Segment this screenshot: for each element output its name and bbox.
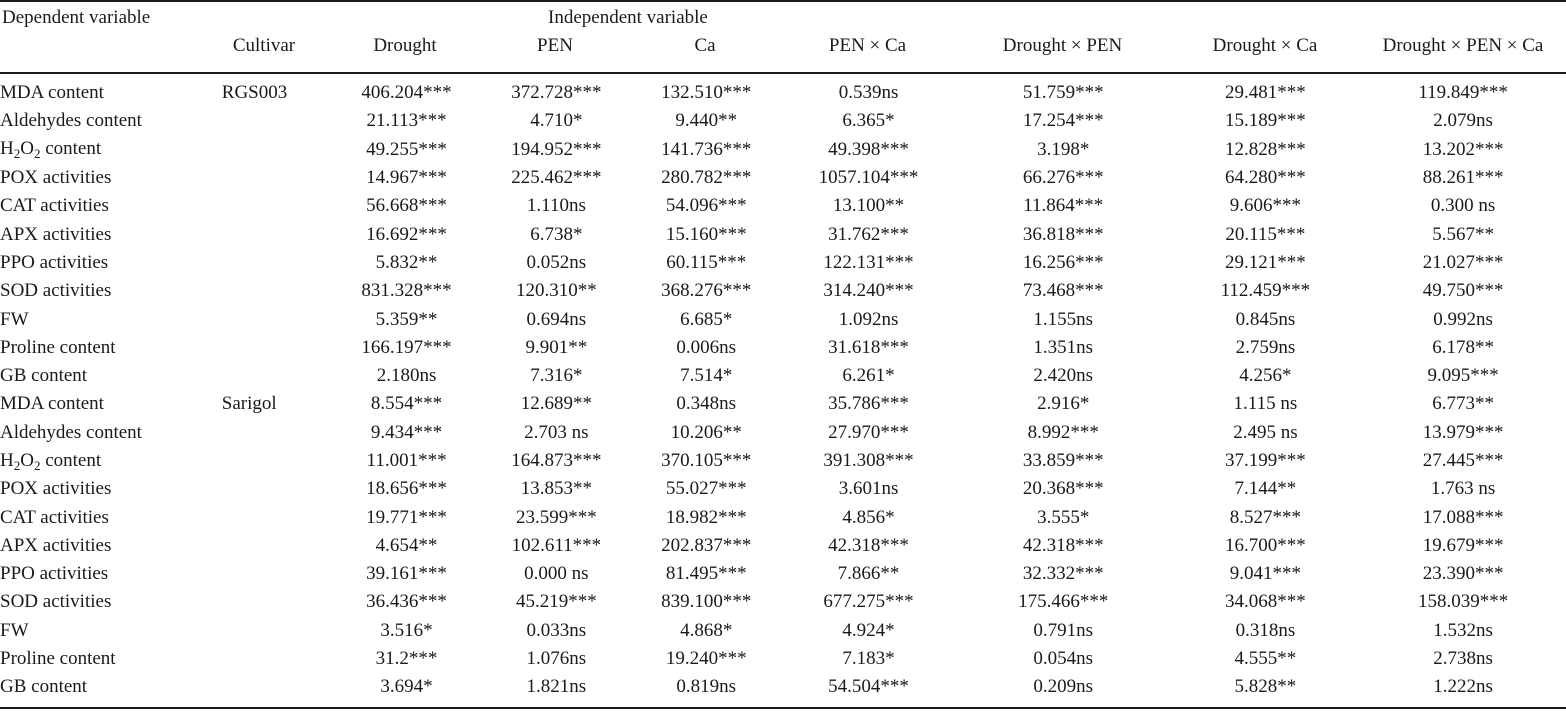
value-cell-drought: 31.2***	[375, 648, 438, 670]
header-pen-x-ca: PEN × Ca	[828, 35, 907, 56]
value-cell-drought-x-pen-x-ca: 13.979***	[1422, 421, 1504, 443]
value-cell-pen-x-ca: 1057.104***	[818, 167, 919, 189]
value-cell-drought: 166.197***	[361, 336, 452, 358]
value-cell-drought-x-pen: 36.818***	[1022, 223, 1104, 245]
value-cell-pen: 0.000 ns	[524, 563, 589, 585]
header-pen: PEN	[537, 35, 573, 56]
value-cell-drought: 3.516*	[380, 619, 433, 641]
value-cell-drought-x-ca: 4.256*	[1239, 365, 1292, 387]
dependent-variable-cell: PPO activities	[0, 251, 109, 273]
table-row	[0, 334, 1566, 362]
value-cell-drought-x-pen-x-ca: 13.202***	[1422, 138, 1504, 160]
cultivar-cell	[222, 334, 332, 362]
dependent-variable-cell: CAT activities	[0, 195, 109, 217]
value-cell-pen-x-ca: 27.970***	[828, 421, 909, 443]
cultivar-cell	[222, 588, 332, 616]
value-cell-pen-x-ca: 391.308***	[823, 450, 914, 471]
value-cell-ca: 370.105***	[661, 450, 752, 471]
cultivar-cell	[222, 107, 332, 135]
header-drought-x-ca: Drought × Ca	[1212, 35, 1318, 56]
value-cell-drought: 2.180ns	[376, 365, 437, 387]
dependent-variable-cell: FW	[0, 308, 29, 330]
value-cell-ca: 54.096***	[665, 195, 747, 217]
value-cell-drought: 18.656***	[366, 478, 447, 500]
value-cell-drought-x-pen-x-ca: 1.532ns	[1433, 619, 1493, 641]
value-cell-drought: 406.204***	[361, 82, 452, 104]
value-cell-ca: 280.782***	[661, 167, 752, 189]
value-cell-drought: 56.668***	[366, 195, 447, 217]
value-cell-drought-x-pen-x-ca: 0.300 ns	[1430, 195, 1496, 217]
value-cell-pen-x-ca: 314.240***	[823, 280, 914, 302]
value-cell-drought-x-pen: 1.351ns	[1033, 336, 1094, 358]
value-cell-ca: 15.160***	[665, 223, 747, 245]
value-cell-pen-x-ca: 7.866**	[837, 563, 900, 585]
table-row	[0, 277, 1566, 305]
value-cell-drought-x-pen-x-ca: 2.079ns	[1433, 110, 1493, 132]
cultivar-cell	[222, 305, 332, 333]
value-cell-ca: 19.240***	[665, 648, 747, 670]
value-cell-ca: 0.819ns	[676, 676, 737, 698]
value-cell-pen-x-ca: 6.365*	[842, 110, 895, 132]
value-cell-ca: 0.348ns	[676, 393, 737, 415]
value-cell-drought-x-ca: 20.115***	[1225, 223, 1306, 245]
value-cell-ca: 18.982***	[665, 506, 747, 528]
cultivar-cell	[222, 673, 332, 701]
cultivar-cell	[222, 164, 332, 192]
cultivar-cell	[222, 475, 332, 503]
value-cell-drought-x-pen: 8.992***	[1027, 421, 1099, 443]
value-cell-drought-x-pen-x-ca: 88.261***	[1422, 167, 1504, 189]
value-cell-pen: 0.052ns	[526, 251, 587, 273]
table-row	[0, 79, 1566, 107]
value-cell-drought: 5.359**	[375, 308, 438, 330]
value-cell-pen: 0.694ns	[526, 308, 587, 330]
value-cell-drought-x-pen: 3.555*	[1037, 506, 1090, 528]
value-cell-ca: 81.495***	[665, 563, 747, 585]
value-cell-pen: 12.689**	[520, 393, 592, 415]
value-cell-pen: 7.316*	[530, 365, 583, 387]
value-cell-drought: 16.692***	[366, 223, 447, 245]
value-cell-ca: 368.276***	[661, 280, 752, 302]
value-cell-drought-x-pen-x-ca: 1.222ns	[1433, 676, 1493, 698]
value-cell-drought-x-pen-x-ca: 5.567**	[1432, 223, 1494, 245]
cultivar-cell	[222, 503, 332, 531]
value-cell-pen: 2.703 ns	[524, 421, 589, 443]
value-cell-pen: 1.821ns	[526, 676, 587, 698]
header-drought-x-pen: Drought × PEN	[1002, 35, 1123, 56]
dependent-variable-cell: Proline content	[0, 336, 116, 358]
value-cell-drought-x-pen-x-ca: 1.763 ns	[1430, 478, 1496, 500]
value-cell-drought-x-ca: 0.318ns	[1235, 619, 1296, 641]
data-table	[0, 79, 1566, 702]
value-cell-ca: 4.868*	[680, 619, 733, 641]
value-cell-drought-x-ca: 16.700***	[1225, 534, 1306, 556]
table-row	[0, 249, 1566, 277]
value-cell-drought: 9.434***	[370, 421, 443, 443]
value-cell-drought: 21.113***	[366, 110, 447, 132]
value-cell-pen: 225.462***	[511, 167, 602, 189]
value-cell-pen-x-ca: 31.618***	[828, 336, 909, 358]
table-row	[0, 362, 1566, 390]
header-dependent-variable: Dependent variable	[2, 7, 151, 28]
value-cell-drought-x-pen-x-ca: 119.849***	[1418, 82, 1508, 104]
value-cell-ca: 6.685*	[680, 308, 733, 330]
value-cell-drought-x-pen: 16.256***	[1022, 251, 1104, 273]
value-cell-pen-x-ca: 42.318***	[828, 534, 909, 556]
value-cell-drought: 19.771***	[366, 506, 447, 528]
value-cell-drought-x-pen: 11.864***	[1023, 195, 1104, 217]
cultivar-cell	[222, 249, 332, 277]
dependent-variable-cell: APX activities	[0, 534, 112, 556]
header-rule	[0, 72, 1566, 74]
header-ca: Ca	[694, 35, 716, 56]
value-cell-drought-x-pen: 66.276***	[1022, 167, 1104, 189]
dependent-variable-cell: $H_2O_2$ content	[0, 138, 102, 162]
value-cell-pen: 194.952***	[511, 138, 602, 160]
cultivar-cell: RGS003	[221, 82, 288, 104]
value-cell-drought-x-ca: 8.527***	[1229, 506, 1302, 528]
dependent-variable-cell: APX activities	[0, 223, 112, 245]
value-cell-drought-x-ca: 12.828***	[1225, 138, 1306, 160]
value-cell-pen-x-ca: 35.786***	[828, 393, 909, 415]
value-cell-drought: 49.255***	[366, 138, 447, 160]
value-cell-drought-x-ca: 4.555**	[1234, 648, 1297, 670]
value-cell-ca: 7.514*	[680, 365, 733, 387]
dependent-variable-cell: GB content	[0, 676, 88, 698]
value-cell-pen: 9.901**	[525, 336, 588, 358]
value-cell-ca: 839.100***	[661, 591, 752, 613]
value-cell-drought-x-ca: 5.828**	[1234, 676, 1297, 698]
value-cell-pen-x-ca: 122.131***	[823, 251, 914, 273]
value-cell-drought-x-pen: 17.254***	[1022, 110, 1104, 132]
value-cell-drought-x-ca: 37.199***	[1225, 450, 1306, 471]
value-cell-drought-x-pen: 175.466***	[1018, 591, 1109, 613]
table-row	[0, 673, 1566, 701]
dependent-variable-cell: SOD activities	[0, 591, 112, 613]
value-cell-drought-x-pen: 1.155ns	[1033, 308, 1094, 330]
table-row	[0, 503, 1566, 531]
table-row	[0, 390, 1566, 418]
value-cell-drought-x-pen: 2.916*	[1037, 393, 1090, 415]
value-cell-drought-x-pen: 0.791ns	[1033, 619, 1094, 641]
table-row	[0, 588, 1566, 616]
value-cell-drought-x-pen-x-ca: 9.095***	[1427, 365, 1499, 387]
value-cell-ca: 10.206**	[670, 421, 742, 443]
cultivar-cell	[222, 136, 332, 164]
top-rule	[0, 0, 1566, 2]
value-cell-ca: 0.006ns	[676, 336, 737, 358]
value-cell-drought-x-pen: 3.198*	[1037, 138, 1090, 160]
value-cell-drought-x-ca: 9.041***	[1229, 563, 1302, 585]
value-cell-ca: 202.837***	[661, 534, 752, 556]
table-row	[0, 136, 1566, 164]
value-cell-drought: 14.967***	[366, 167, 447, 189]
value-cell-pen-x-ca: 0.539ns	[838, 82, 899, 104]
value-cell-drought-x-pen-x-ca: 23.390***	[1422, 563, 1504, 585]
value-cell-drought-x-pen: 42.318***	[1022, 534, 1104, 556]
value-cell-drought-x-ca: 1.115 ns	[1233, 393, 1298, 415]
value-cell-ca: 9.440**	[675, 110, 738, 132]
value-cell-drought-x-pen-x-ca: 158.039***	[1418, 591, 1509, 613]
bottom-rule	[0, 707, 1566, 709]
table-row	[0, 164, 1566, 192]
value-cell-pen: 23.599***	[516, 506, 597, 528]
value-cell-drought-x-ca: 64.280***	[1225, 167, 1306, 189]
dependent-variable-cell: POX activities	[0, 167, 112, 189]
value-cell-pen-x-ca: 6.261*	[842, 365, 895, 387]
value-cell-drought-x-ca: 2.759ns	[1235, 336, 1296, 358]
dependent-variable-cell: Proline content	[0, 648, 116, 670]
dependent-variable-cell: Aldehydes content	[0, 421, 142, 443]
dependent-variable-cell: CAT activities	[0, 506, 109, 528]
value-cell-drought: 4.654**	[375, 534, 438, 556]
cultivar-cell	[222, 560, 332, 588]
value-cell-pen: 0.033ns	[526, 619, 587, 641]
value-cell-pen: 1.076ns	[526, 648, 587, 670]
value-cell-drought-x-pen: 73.468***	[1022, 280, 1104, 302]
value-cell-pen: 45.219***	[516, 591, 597, 613]
cultivar-cell	[222, 277, 332, 305]
header-independent-variable: Independent variable	[548, 7, 708, 28]
header-drought-x-pen-x-ca: Drought × PEN × Ca	[1382, 35, 1544, 56]
table-row	[0, 192, 1566, 220]
dependent-variable-cell: GB content	[0, 365, 88, 387]
value-cell-drought-x-pen: 33.859***	[1022, 450, 1104, 471]
cultivar-cell	[222, 447, 332, 475]
value-cell-drought-x-ca: 9.606***	[1229, 195, 1302, 217]
dependent-variable-cell: Aldehydes content	[0, 110, 142, 132]
table-row	[0, 475, 1566, 503]
value-cell-drought: 8.554***	[370, 393, 443, 415]
table-row	[0, 419, 1566, 447]
value-cell-pen-x-ca: 31.762***	[828, 223, 909, 245]
value-cell-drought: 36.436***	[366, 591, 447, 613]
value-cell-pen-x-ca: 4.924*	[842, 619, 895, 641]
value-cell-pen-x-ca: 3.601ns	[838, 478, 899, 500]
table-row	[0, 617, 1566, 645]
value-cell-drought-x-pen-x-ca: 0.992ns	[1433, 308, 1493, 330]
value-cell-drought-x-pen-x-ca: 6.178**	[1432, 336, 1494, 358]
value-cell-pen: 13.853**	[520, 478, 592, 500]
value-cell-drought-x-ca: 7.144**	[1234, 478, 1297, 500]
value-cell-pen-x-ca: 13.100**	[832, 195, 905, 217]
value-cell-drought-x-pen: 51.759***	[1022, 82, 1104, 104]
value-cell-pen-x-ca: 49.398***	[828, 138, 909, 160]
value-cell-drought-x-pen-x-ca: 6.773**	[1432, 393, 1494, 415]
value-cell-drought-x-pen: 32.332***	[1022, 563, 1104, 585]
value-cell-drought-x-ca: 29.121***	[1225, 251, 1306, 273]
value-cell-pen-x-ca: 7.183*	[842, 648, 895, 670]
value-cell-ca: 141.736***	[661, 138, 752, 160]
table-row	[0, 220, 1566, 248]
header-drought: Drought	[373, 35, 437, 56]
dependent-variable-cell: $H_2O_2$ content	[0, 449, 102, 473]
value-cell-drought-x-ca: 29.481***	[1225, 82, 1306, 104]
dependent-variable-cell: FW	[0, 619, 29, 641]
value-cell-pen-x-ca: 1.092ns	[838, 308, 899, 330]
value-cell-pen: 372.728***	[511, 82, 602, 104]
value-cell-drought-x-ca: 34.068***	[1225, 591, 1306, 613]
value-cell-drought: 831.328***	[361, 280, 452, 302]
value-cell-drought-x-ca: 0.845ns	[1235, 308, 1296, 330]
value-cell-pen: 4.710*	[530, 110, 583, 132]
table-body	[0, 79, 1566, 702]
cultivar-cell	[222, 220, 332, 248]
header-cultivar: Cultivar	[232, 35, 296, 56]
cultivar-cell	[222, 645, 332, 673]
value-cell-ca: 60.115***	[666, 251, 747, 273]
value-cell-drought-x-pen: 2.420ns	[1033, 365, 1094, 387]
table-row	[0, 560, 1566, 588]
dependent-variable-cell: SOD activities	[0, 280, 112, 302]
value-cell-pen: 1.110ns	[526, 195, 586, 217]
dependent-variable-cell: PPO activities	[0, 563, 109, 585]
table-row	[0, 107, 1566, 135]
dependent-variable-cell: POX activities	[0, 478, 112, 500]
value-cell-pen: 6.738*	[530, 223, 583, 245]
table-row	[0, 305, 1566, 333]
value-cell-drought: 5.832**	[375, 251, 438, 273]
cultivar-cell	[222, 532, 332, 560]
dependent-variable-cell: MDA content	[0, 82, 104, 104]
table-row	[0, 532, 1566, 560]
value-cell-drought-x-ca: 2.495 ns	[1233, 421, 1298, 443]
value-cell-pen-x-ca: 4.856*	[842, 506, 895, 528]
value-cell-pen-x-ca: 677.275***	[823, 591, 914, 613]
cultivar-cell	[222, 419, 332, 447]
cultivar-cell	[222, 362, 332, 390]
value-cell-drought-x-pen: 0.209ns	[1033, 676, 1094, 698]
value-cell-drought-x-pen: 20.368***	[1022, 478, 1104, 500]
value-cell-drought-x-ca: 15.189***	[1225, 110, 1306, 132]
value-cell-drought-x-ca: 112.459***	[1220, 280, 1311, 302]
value-cell-drought: 11.001***	[366, 450, 447, 471]
value-cell-drought-x-pen-x-ca: 17.088***	[1422, 506, 1504, 528]
table-row	[0, 447, 1566, 475]
value-cell-pen: 120.310**	[516, 280, 597, 302]
value-cell-pen-x-ca: 54.504***	[828, 676, 909, 698]
value-cell-drought-x-pen-x-ca: 21.027***	[1422, 251, 1504, 273]
value-cell-ca: 55.027***	[665, 478, 747, 500]
value-cell-drought-x-pen-x-ca: 27.445***	[1422, 450, 1504, 471]
table-row	[0, 645, 1566, 673]
dependent-variable-cell: MDA content	[0, 393, 104, 415]
value-cell-pen: 102.611***	[511, 534, 602, 556]
value-cell-pen: 164.873***	[511, 450, 602, 471]
value-cell-drought-x-pen: 0.054ns	[1033, 648, 1094, 670]
value-cell-drought: 39.161***	[366, 563, 447, 585]
value-cell-drought-x-pen-x-ca: 2.738ns	[1433, 648, 1493, 670]
value-cell-drought-x-pen-x-ca: 49.750***	[1422, 280, 1504, 302]
cultivar-cell: Sarigol	[221, 393, 277, 415]
value-cell-drought-x-pen-x-ca: 19.679***	[1422, 534, 1504, 556]
cultivar-cell	[222, 192, 332, 220]
value-cell-drought: 3.694*	[380, 676, 433, 698]
value-cell-ca: 132.510***	[661, 82, 752, 104]
cultivar-cell	[222, 617, 332, 645]
